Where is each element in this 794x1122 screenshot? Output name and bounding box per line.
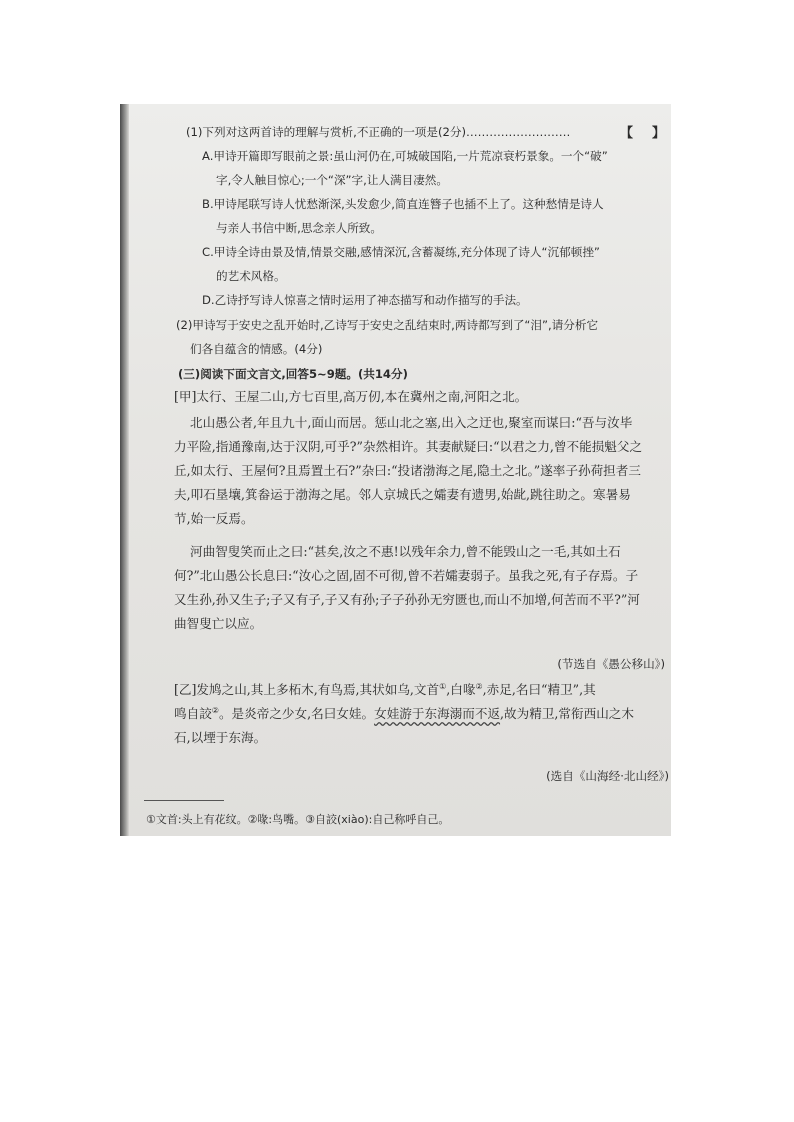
yi-line-2-text-b: 。是炎帝之少女,名曰女娃。 <box>218 706 375 721</box>
yi-line-2-text-a: 鸣自詨 <box>174 706 212 721</box>
option-a-line-2: 字,令人触目惊心;一个“深”字,让人满目凄然。 <box>216 173 448 187</box>
option-d: D.乙诗抒写诗人惊喜之情时运用了神态描写和动作描写的手法。 <box>202 293 528 307</box>
jia-paragraph-3-line-2: 何?”北山愚公长息曰:“汝心之固,固不可彻,曾不若孀妻弱子。虽我之死,有子存焉。子 <box>174 568 639 583</box>
yi-source: (选自《山海经·北山经》) <box>546 769 669 783</box>
yi-line-1-text-a: [乙]发鸠之山,其上多柘木,有鸟焉,其状如乌,文首 <box>174 682 440 697</box>
question-2-line-2: 们各自蕴含的情感。(4分) <box>190 342 323 356</box>
footnote-divider <box>144 800 224 801</box>
yi-line-2-text-c: ,故为精卫,常衔西山之木 <box>500 706 634 721</box>
option-b-line-1: B.甲诗尾联写诗人忧愁渐深,头发愈少,简直连簪子也插不上了。这种愁情是诗人 <box>202 197 604 211</box>
footnote-mark-3: ② <box>211 705 219 715</box>
yi-line-2 <box>174 706 634 722</box>
jia-paragraph-1: [甲]太行、王屋二山,方七百里,高万仞,本在冀州之南,河阳之北。 <box>174 389 528 404</box>
jia-paragraph-2-line-5: 节,始一反焉。 <box>174 511 254 526</box>
jia-paragraph-2-line-4: 夫,叩石垦壤,箕畚运于渤海之尾。邻人京城氏之孀妻有遗男,始龀,跳往助之。寒暑易 <box>174 487 631 502</box>
yi-line-3: 石,以堙于东海。 <box>174 730 267 745</box>
question-2-line-1: (2)甲诗写于安史之乱开始时,乙诗写于安史之乱结束时,两诗都写到了“泪”,请分析它 <box>176 318 599 332</box>
footnotes: ①文首:头上有花纹。②喙:鸟嘴。③自詨(xiào):自己称呼自己。 <box>146 813 450 826</box>
yi-line-1-text-b: ,白喙 <box>446 682 476 697</box>
jia-paragraph-3-line-4: 曲智叟亡以应。 <box>174 616 263 631</box>
exam-page-photo <box>120 104 671 836</box>
yi-line-1-text-c: ,赤足,名曰“精卫”,其 <box>482 682 596 697</box>
option-c-line-1: C.甲诗全诗由景及情,情景交融,感情深沉,含蓄凝练,充分体现了诗人“沉郁顿挫” <box>202 245 600 259</box>
jia-source: (节选自《愚公移山》) <box>557 657 665 671</box>
jia-paragraph-3-line-3: 又生孙,孙又生子;子又有子,子又有孙;子子孙孙无穷匮也,而山不加增,何苦而不平?”河 <box>174 592 640 607</box>
option-a-line-1: A.甲诗开篇即写眼前之景:虽山河仍在,可城破国陷,一片荒凉衰朽景象。一个“破” <box>202 149 608 163</box>
jia-paragraph-2-line-3: 丘,如太行、王屋何?且焉置土石?”杂曰:“投诸渤海之尾,隐土之北。”遂率子孙荷担者三 <box>174 463 641 478</box>
footnote-mark-1: ① <box>439 681 447 691</box>
question-1-stem: (1)下列对这两首诗的理解与赏析,不正确的一项是(2分)……………………… <box>186 125 571 139</box>
answer-bracket-close: 】 <box>652 126 666 141</box>
answer-bracket-open: 【 <box>620 126 634 141</box>
jia-paragraph-2-line-1: 北山愚公者,年且九十,面山而居。惩山北之塞,出入之迂也,聚室而谋曰:“吾与汝毕 <box>190 415 633 430</box>
footnote-mark-2: ② <box>475 681 483 691</box>
option-b-line-2: 与亲人书信中断,思念亲人所致。 <box>216 221 382 235</box>
yi-line-1 <box>174 682 596 698</box>
option-c-line-2: 的艺术风格。 <box>216 269 286 283</box>
jia-paragraph-3-line-1: 河曲智叟笑而止之曰:“甚矣,汝之不惠!以残年余力,曾不能毁山之一毛,其如土石 <box>190 544 621 559</box>
jia-paragraph-2-line-2: 力平险,指通豫南,达于汉阴,可乎?”杂然相许。其妻献疑曰:“以君之力,曾不能损魁父之 <box>174 439 643 454</box>
section-3-title: (三)阅读下面文言文,回答5~9题。(共14分) <box>178 367 408 381</box>
yi-wavy-underlined-sentence: 女娃游于东海溺而不返 <box>374 706 501 721</box>
